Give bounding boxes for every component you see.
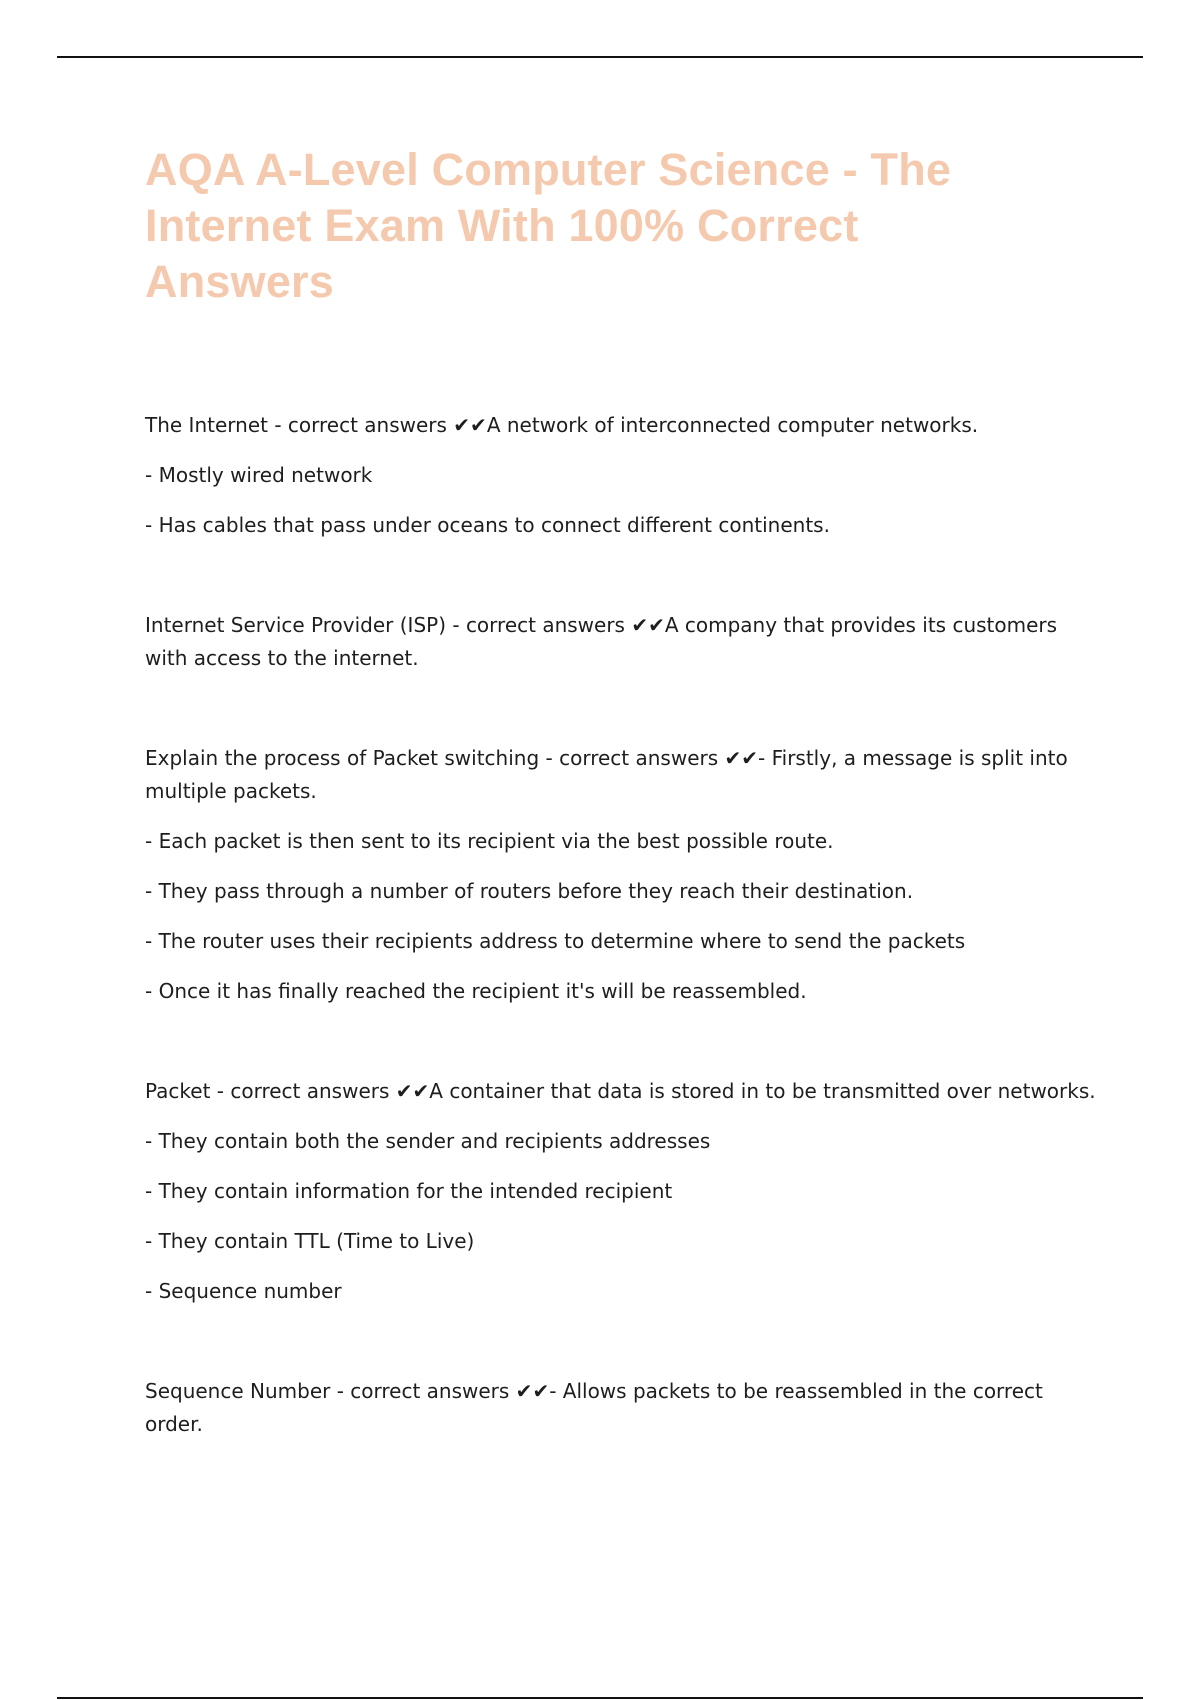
qa-item-sequence-number xyxy=(145,1375,1105,1441)
qa-line: The Internet - correct answers ✔✔A network of interconnected computer networks. xyxy=(145,413,979,437)
qa-line: - They contain both the sender and recipients addresses xyxy=(145,1129,711,1153)
document-title: AQA A-Level Computer Science - The Internet Exam With 100% Correct Answers xyxy=(145,144,952,307)
qa-line: - The router uses their recipients address to determine where to send the packets xyxy=(145,929,966,953)
qa-line: - They contain TTL (Time to Live) xyxy=(145,1229,475,1253)
qa-line: - Each packet is then sent to its recipient via the best possible route. xyxy=(145,829,834,853)
qa-item-packet xyxy=(145,1075,1105,1308)
qa-line: - Once it has finally reached the recipient it's will be reassembled. xyxy=(145,979,807,1003)
qa-item-packet-switching xyxy=(145,742,1105,1008)
qa-line: Packet - correct answers ✔✔A container that data is stored in to be transmitted over networks. xyxy=(145,1079,1096,1103)
qa-line: Sequence Number - correct answers ✔✔- Allows packets to be reassembled in the correct order. xyxy=(145,1379,1043,1436)
qa-item-isp xyxy=(145,609,1105,675)
bottom-rule xyxy=(57,1697,1143,1699)
qa-line: Explain the process of Packet switching - correct answers ✔✔- Firstly, a message is split into multiple packets. xyxy=(145,746,1068,803)
qa-line: Internet Service Provider (ISP) - correct answers ✔✔A company that provides its customers with access to the internet. xyxy=(145,613,1058,670)
qa-line: - Sequence number xyxy=(145,1279,342,1303)
qa-line: - Mostly wired network xyxy=(145,463,373,487)
top-rule xyxy=(57,56,1143,58)
qa-line: - They pass through a number of routers before they reach their destination. xyxy=(145,879,914,903)
qa-line: - Has cables that pass under oceans to connect different continents. xyxy=(145,513,830,537)
qa-line: - They contain information for the intended recipient xyxy=(145,1179,673,1203)
qa-list xyxy=(145,409,1105,1508)
qa-item-the-internet xyxy=(145,409,1105,542)
